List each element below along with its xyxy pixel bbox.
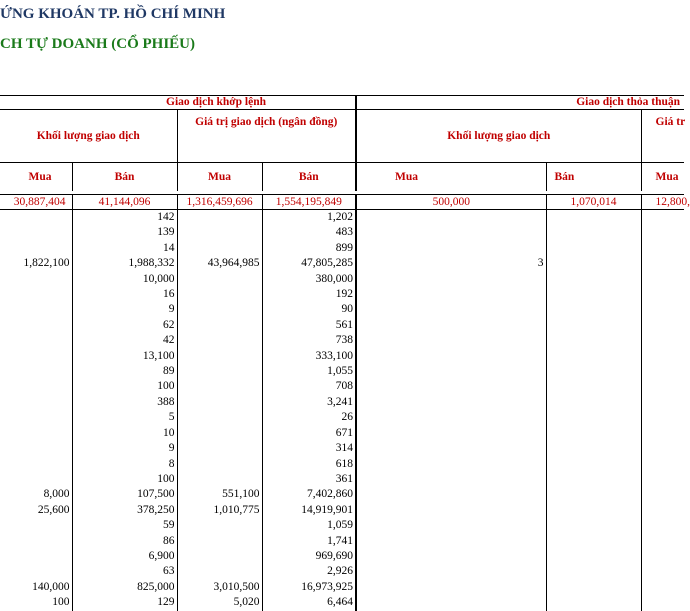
table-row [0,349,684,364]
cell-sell-value: 708 [262,379,356,394]
table-row [0,364,684,379]
cell-buy-negotiated-volume [451,564,546,579]
cell-buy-volume [0,318,72,333]
cell-buy-negotiated-volume [451,534,546,549]
cell-buy-negotiated-value [641,549,684,564]
cell-sell-negotiated-volume [546,379,641,394]
cell-buy-value [177,349,262,364]
cell-sell-value: 618 [262,457,356,472]
cell-sell-negotiated-volume [546,457,641,472]
table-row [0,426,684,441]
cell-buy-negotiated-volume [451,441,546,456]
cell-sell-volume: 139 [72,225,177,240]
cell-buy-negotiated-volume [451,364,546,379]
cell-buy-negotiated-volume [451,472,546,487]
cell-buy-volume [0,472,72,487]
cell-sell-value: 90 [262,302,356,317]
cell-buy-negotiated-volume [451,225,546,240]
cell-sell-value: 192 [262,287,356,302]
cell-sell-value: 16,973,925 [262,580,356,595]
cell-sell-volume: 129 [72,595,177,610]
cell-buy-value: 1,010,775 [177,503,262,518]
cell-negotiated-spacer [356,441,451,456]
table-row [0,302,684,317]
cell-buy-negotiated-volume [451,549,546,564]
table-row [0,210,684,226]
cell-buy-volume [0,549,72,564]
cell-buy-value: 43,964,985 [177,256,262,271]
cell-buy-volume [0,564,72,579]
header-volume-matched: Khối lượng giao dịch [36,130,140,142]
header-row-measures [0,110,684,163]
header-buy-negotiated-volume: Mua [356,163,546,192]
cell-sell-value: 6,464 [262,595,356,610]
table-row [0,534,684,549]
cell-sell-value: 1,741 [262,534,356,549]
table-row [0,487,684,502]
cell-sell-negotiated-volume [546,318,641,333]
cell-buy-negotiated-value [641,379,684,394]
table-row [0,333,684,348]
cell-sell-negotiated-volume [546,333,641,348]
header-buy-value: Mua [177,163,262,192]
cell-buy-value [177,287,262,302]
cell-buy-negotiated-value [641,210,684,226]
cell-buy-negotiated-value [641,395,684,410]
cell-negotiated-spacer [356,256,451,271]
cell-buy-negotiated-volume [451,241,546,256]
cell-buy-negotiated-value [641,472,684,487]
cell-negotiated-spacer [356,457,451,472]
cell-sell-value: 1,059 [262,518,356,533]
cell-buy-volume [0,272,72,287]
cell-negotiated-spacer [356,333,451,348]
trading-table [0,95,690,611]
cell-sell-volume: 89 [72,364,177,379]
cell-sell-negotiated-volume [546,441,641,456]
cell-negotiated-spacer [356,210,451,226]
header-volume-negotiated: Khối lượng giao dịch [356,110,641,163]
cell-negotiated-spacer [356,564,451,579]
table-row [0,410,684,425]
cell-buy-negotiated-volume [451,302,546,317]
cell-sell-value: 969,690 [262,549,356,564]
cell-sell-volume: 42 [72,333,177,348]
cell-sell-value: 26 [262,410,356,425]
cell-sell-value: 1,055 [262,364,356,379]
cell-buy-value [177,272,262,287]
cell-buy-volume: 140,000 [32,580,70,593]
cell-buy-negotiated-value [641,457,684,472]
cell-buy-negotiated-volume [451,349,546,364]
cell-sell-volume: 100 [72,379,177,394]
table-row [0,241,684,256]
cell-sell-value: 361 [262,472,356,487]
cell-negotiated-spacer [356,241,451,256]
total-buy-negotiated-volume: 500,000 [356,195,546,210]
table-row [0,472,684,487]
cell-negotiated-spacer [356,225,451,240]
cell-sell-volume: 1,988,332 [72,256,177,271]
cell-sell-value: 47,805,285 [262,256,356,271]
cell-negotiated-spacer [356,349,451,364]
cell-sell-negotiated-volume [546,595,641,610]
cell-buy-volume: 8,000 [43,488,70,501]
table-row [0,518,684,533]
cell-buy-value [177,210,262,226]
cell-negotiated-spacer [356,549,451,564]
cell-sell-negotiated-volume [546,395,641,410]
cell-buy-value [177,457,262,472]
cell-buy-negotiated-value [641,487,684,502]
cell-negotiated-spacer [356,518,451,533]
cell-sell-value: 2,926 [262,564,356,579]
cell-buy-value [177,241,262,256]
cell-negotiated-spacer [356,364,451,379]
cell-sell-value: 1,202 [262,210,356,226]
cell-buy-value [177,395,262,410]
header-sell-negotiated-volume: Bán [546,163,641,192]
cell-buy-negotiated-value [641,503,684,518]
cell-buy-negotiated-volume [451,580,546,595]
header-sell-value: Bán [262,163,356,192]
cell-buy-volume [0,287,72,302]
cell-buy-volume [0,395,72,410]
table-row [0,287,684,302]
cell-sell-value: 561 [262,318,356,333]
cell-buy-value: 551,100 [177,487,262,502]
table-row [0,441,684,456]
header-row-groups [0,96,684,110]
cell-negotiated-spacer [356,487,451,502]
cell-buy-negotiated-value [641,364,684,379]
cell-buy-negotiated-value [641,287,684,302]
cell-buy-value [177,564,262,579]
table-row [0,549,684,564]
cell-buy-value [177,549,262,564]
cell-buy-value [177,379,262,394]
cell-buy-negotiated-volume [451,333,546,348]
cell-sell-value: 738 [262,333,356,348]
table-row [0,272,684,287]
cell-buy-negotiated-volume [451,503,546,518]
cell-buy-negotiated-volume [451,518,546,533]
cell-negotiated-spacer [356,426,451,441]
cell-buy-negotiated-value [641,580,684,595]
cell-buy-negotiated-value [641,225,684,240]
cell-sell-volume: 6,900 [72,549,177,564]
totals-row [0,195,684,210]
cell-buy-volume [0,426,72,441]
cell-buy-volume: 100 [52,596,70,609]
cell-buy-value [177,302,262,317]
table-row [0,256,684,271]
cell-sell-negotiated-volume [546,503,641,518]
cell-sell-value: 7,402,860 [262,487,356,502]
cell-sell-negotiated-volume [546,518,641,533]
cell-buy-value [177,364,262,379]
cell-sell-negotiated-volume [546,580,641,595]
total-sell-volume: 41,144,096 [72,195,177,210]
cell-negotiated-spacer [356,503,451,518]
cell-sell-negotiated-volume [546,241,641,256]
cell-sell-volume: 13,100 [72,349,177,364]
cell-sell-volume: 63 [72,564,177,579]
cell-negotiated-spacer [356,410,451,425]
cell-buy-value [177,518,262,533]
cell-sell-value: 333,100 [262,349,356,364]
cell-sell-volume: 5 [72,410,177,425]
total-buy-negotiated-value: 12,800, [641,195,684,210]
table-row [0,503,684,518]
cell-buy-volume [0,333,72,348]
cell-buy-negotiated-volume [451,395,546,410]
cell-buy-value [177,333,262,348]
table-row [0,225,684,240]
cell-buy-volume [0,441,72,456]
cell-sell-negotiated-volume [546,534,641,549]
table-row [0,379,684,394]
cell-negotiated-spacer [356,379,451,394]
cell-buy-negotiated-value [641,333,684,348]
cell-negotiated-spacer [356,595,451,610]
cell-sell-value: 483 [262,225,356,240]
cell-buy-negotiated-value [641,318,684,333]
cell-buy-volume [0,518,72,533]
cell-sell-negotiated-volume [546,564,641,579]
cell-buy-negotiated-volume [451,287,546,302]
cell-buy-negotiated-value [641,426,684,441]
cell-buy-volume [0,241,72,256]
cell-buy-negotiated-volume [451,210,546,226]
cell-sell-volume: 107,500 [72,487,177,502]
cell-buy-volume: 1,822,100 [23,257,70,270]
cell-buy-negotiated-value [641,595,684,610]
cell-buy-negotiated-volume [451,595,546,610]
cell-sell-volume: 10,000 [72,272,177,287]
header-sell-volume: Bán [72,163,177,192]
table-row [0,595,684,610]
total-buy-value: 1,316,459,696 [177,195,262,210]
cell-sell-volume: 825,000 [72,580,177,595]
cell-buy-volume [0,534,72,549]
cell-buy-negotiated-volume [451,426,546,441]
cell-negotiated-spacer [356,580,451,595]
cell-buy-negotiated-volume [451,410,546,425]
cell-negotiated-spacer [356,272,451,287]
cell-sell-negotiated-volume [546,410,641,425]
cell-buy-volume [0,210,72,226]
cell-buy-negotiated-volume [451,318,546,333]
total-sell-value: 1,554,195,849 [262,195,356,210]
cell-buy-value [177,441,262,456]
cell-sell-negotiated-volume [546,349,641,364]
cell-sell-negotiated-volume [546,272,641,287]
cell-buy-volume [0,379,72,394]
cell-buy-volume [0,364,72,379]
cell-buy-negotiated-value [641,241,684,256]
cell-buy-negotiated-value [641,302,684,317]
cell-buy-volume [0,225,72,240]
cell-buy-negotiated-value [641,534,684,549]
cell-negotiated-spacer [356,287,451,302]
cell-sell-negotiated-volume [546,302,641,317]
cell-sell-value: 14,919,901 [262,503,356,518]
cell-sell-negotiated-volume [546,487,641,502]
cell-negotiated-spacer [356,395,451,410]
cell-buy-negotiated-value [641,410,684,425]
cell-sell-negotiated-volume [546,549,641,564]
header-buy-negotiated-value: Mua [641,163,684,192]
cell-sell-volume: 10 [72,426,177,441]
cell-buy-value [177,225,262,240]
cell-negotiated-spacer [356,534,451,549]
cell-negotiated-spacer [356,472,451,487]
cell-sell-negotiated-volume [546,210,641,226]
cell-buy-value: 5,020 [177,595,262,610]
cell-buy-negotiated-value [641,272,684,287]
cell-sell-value: 3,241 [262,395,356,410]
cell-buy-negotiated-value [641,441,684,456]
cell-sell-volume: 9 [72,441,177,456]
cell-sell-negotiated-volume [546,225,641,240]
cell-sell-volume: 100 [72,472,177,487]
cell-buy-value [177,426,262,441]
header-buy-volume: Mua [0,163,72,192]
cell-buy-volume [0,410,72,425]
cell-sell-value: 671 [262,426,356,441]
table-row [0,457,684,472]
cell-sell-negotiated-volume [546,426,641,441]
table-row [0,395,684,410]
cell-buy-value: 3,010,500 [177,580,262,595]
cell-sell-volume: 16 [72,287,177,302]
header-negotiated: Giao dịch thỏa thuận [356,96,684,110]
cell-buy-volume: 25,600 [37,503,70,516]
cell-buy-negotiated-volume [451,457,546,472]
table-row [0,318,684,333]
cell-buy-value [177,472,262,487]
cell-sell-negotiated-volume [546,256,641,271]
cell-buy-negotiated-value [641,349,684,364]
total-sell-negotiated-volume: 1,070,014 [546,195,641,210]
cell-buy-negotiated-volume [451,487,546,502]
cell-sell-volume: 86 [72,534,177,549]
cell-buy-negotiated-volume: 3 [537,257,544,270]
cell-sell-volume: 388 [72,395,177,410]
cell-sell-value: 380,000 [262,272,356,287]
report-title-proprietary: CH TỰ DOANH (CỔ PHIẾU) [0,36,195,52]
trading-table-container [0,95,690,609]
cell-buy-negotiated-volume [451,272,546,287]
cell-sell-volume: 142 [72,210,177,226]
cell-buy-value [177,410,262,425]
cell-buy-value [177,534,262,549]
header-row-sides [0,163,684,192]
cell-negotiated-spacer [356,318,451,333]
cell-sell-value: 314 [262,441,356,456]
cell-buy-value [177,318,262,333]
cell-buy-negotiated-value [641,564,684,579]
header-value-negotiated: Giá tr [641,110,684,163]
cell-sell-negotiated-volume [546,472,641,487]
cell-sell-volume: 59 [72,518,177,533]
cell-sell-negotiated-volume [546,364,641,379]
cell-buy-volume [0,302,72,317]
cell-buy-negotiated-volume [451,379,546,394]
cell-sell-negotiated-volume [546,287,641,302]
header-matched-orders: Giao dịch khớp lệnh [0,96,356,110]
cell-sell-volume: 378,250 [72,503,177,518]
cell-buy-negotiated-value [641,518,684,533]
table-row [0,564,684,579]
cell-negotiated-spacer [356,302,451,317]
cell-sell-value: 899 [262,241,356,256]
header-value-matched: Giá trị giao dịch (ngân đồng) [177,110,356,163]
cell-buy-volume [0,349,72,364]
cell-buy-negotiated-value [641,256,684,271]
total-buy-volume: 30,887,404 [0,195,72,210]
cell-sell-volume: 14 [72,241,177,256]
cell-buy-volume [0,457,72,472]
cell-sell-volume: 62 [72,318,177,333]
table-row [0,580,684,595]
cell-sell-volume: 9 [72,302,177,317]
cell-sell-volume: 8 [72,457,177,472]
report-title-exchange: ỨNG KHOÁN TP. HỒ CHÍ MINH [0,6,226,22]
